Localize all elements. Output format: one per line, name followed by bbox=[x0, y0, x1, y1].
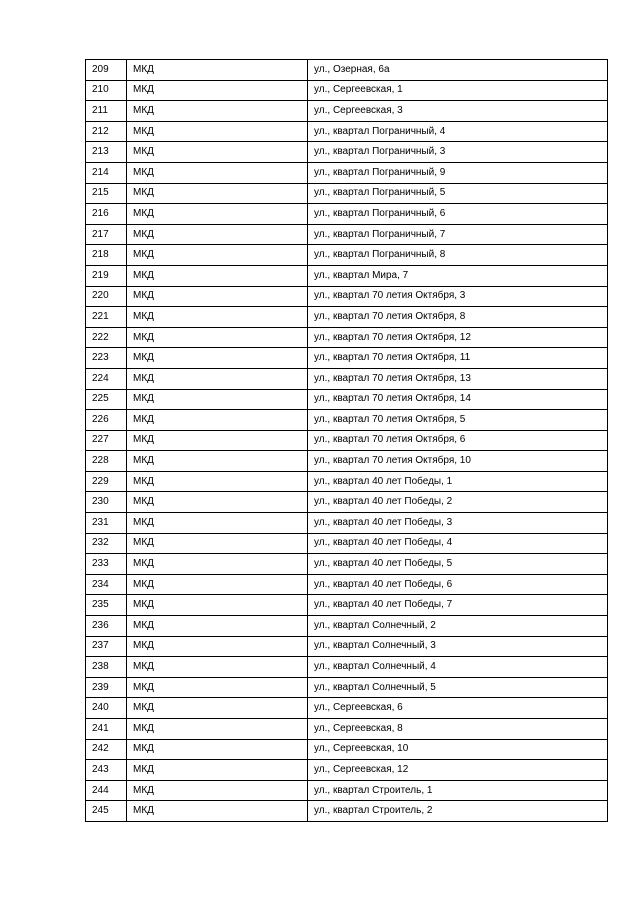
table-row bbox=[86, 492, 608, 513]
table-row bbox=[86, 533, 608, 554]
cell-number: 232 bbox=[86, 533, 127, 554]
cell-address: ул., квартал Солнечный, 4 bbox=[308, 657, 608, 678]
cell-type: МКД bbox=[127, 204, 308, 225]
table-row bbox=[86, 121, 608, 142]
cell-number: 227 bbox=[86, 430, 127, 451]
cell-address: ул., квартал 70 летия Октября, 12 bbox=[308, 327, 608, 348]
cell-type: МКД bbox=[127, 554, 308, 575]
cell-number: 217 bbox=[86, 224, 127, 245]
table-row bbox=[86, 677, 608, 698]
table-row bbox=[86, 410, 608, 431]
cell-address: ул., квартал Пограничный, 7 bbox=[308, 224, 608, 245]
cell-type: МКД bbox=[127, 451, 308, 472]
table-row bbox=[86, 162, 608, 183]
cell-type: МКД bbox=[127, 368, 308, 389]
cell-number: 222 bbox=[86, 327, 127, 348]
cell-address: ул., квартал Мира, 7 bbox=[308, 265, 608, 286]
cell-type: МКД bbox=[127, 307, 308, 328]
cell-number: 230 bbox=[86, 492, 127, 513]
table-row bbox=[86, 142, 608, 163]
cell-address: ул., квартал 40 лет Победы, 5 bbox=[308, 554, 608, 575]
table-row bbox=[86, 183, 608, 204]
cell-number: 209 bbox=[86, 60, 127, 81]
cell-type: МКД bbox=[127, 636, 308, 657]
table-row bbox=[86, 307, 608, 328]
cell-type: МКД bbox=[127, 801, 308, 822]
cell-number: 225 bbox=[86, 389, 127, 410]
cell-type: МКД bbox=[127, 80, 308, 101]
cell-type: МКД bbox=[127, 698, 308, 719]
cell-type: МКД bbox=[127, 492, 308, 513]
cell-address: ул., Сергеевская, 6 bbox=[308, 698, 608, 719]
cell-address: ул., квартал Пограничный, 9 bbox=[308, 162, 608, 183]
table-row bbox=[86, 224, 608, 245]
cell-type: МКД bbox=[127, 719, 308, 740]
cell-type: МКД bbox=[127, 595, 308, 616]
cell-type: МКД bbox=[127, 60, 308, 81]
cell-address: ул., квартал 40 лет Победы, 3 bbox=[308, 513, 608, 534]
table-row bbox=[86, 368, 608, 389]
cell-address: ул., квартал Строитель, 1 bbox=[308, 780, 608, 801]
cell-type: МКД bbox=[127, 183, 308, 204]
cell-address: ул., Сергеевская, 12 bbox=[308, 760, 608, 781]
table-row bbox=[86, 101, 608, 122]
table-row bbox=[86, 451, 608, 472]
cell-number: 224 bbox=[86, 368, 127, 389]
cell-number: 234 bbox=[86, 574, 127, 595]
cell-type: МКД bbox=[127, 101, 308, 122]
cell-address: ул., квартал 40 лет Победы, 1 bbox=[308, 471, 608, 492]
cell-number: 214 bbox=[86, 162, 127, 183]
cell-address: ул., квартал 70 летия Октября, 5 bbox=[308, 410, 608, 431]
cell-address: ул., квартал 40 лет Победы, 4 bbox=[308, 533, 608, 554]
cell-type: МКД bbox=[127, 780, 308, 801]
table-row bbox=[86, 204, 608, 225]
cell-type: МКД bbox=[127, 327, 308, 348]
table-row bbox=[86, 698, 608, 719]
table-row bbox=[86, 636, 608, 657]
table-row bbox=[86, 739, 608, 760]
cell-address: ул., квартал Солнечный, 3 bbox=[308, 636, 608, 657]
cell-number: 236 bbox=[86, 616, 127, 637]
cell-address: ул., квартал Солнечный, 5 bbox=[308, 677, 608, 698]
cell-type: МКД bbox=[127, 760, 308, 781]
table-row bbox=[86, 801, 608, 822]
cell-type: МКД bbox=[127, 286, 308, 307]
cell-number: 211 bbox=[86, 101, 127, 122]
cell-address: ул., квартал Строитель, 2 bbox=[308, 801, 608, 822]
cell-number: 237 bbox=[86, 636, 127, 657]
cell-number: 212 bbox=[86, 121, 127, 142]
cell-number: 220 bbox=[86, 286, 127, 307]
cell-address: ул., Сергеевская, 3 bbox=[308, 101, 608, 122]
cell-address: ул., квартал 70 летия Октября, 11 bbox=[308, 348, 608, 369]
cell-address: ул., Сергеевская, 8 bbox=[308, 719, 608, 740]
cell-number: 219 bbox=[86, 265, 127, 286]
cell-type: МКД bbox=[127, 265, 308, 286]
table-row bbox=[86, 60, 608, 81]
address-table-body bbox=[86, 60, 608, 822]
cell-number: 231 bbox=[86, 513, 127, 534]
cell-type: МКД bbox=[127, 389, 308, 410]
cell-number: 244 bbox=[86, 780, 127, 801]
cell-type: МКД bbox=[127, 513, 308, 534]
cell-number: 229 bbox=[86, 471, 127, 492]
cell-type: МКД bbox=[127, 616, 308, 637]
cell-address: ул., квартал 40 лет Победы, 6 bbox=[308, 574, 608, 595]
cell-address: ул., квартал 70 летия Октября, 6 bbox=[308, 430, 608, 451]
table-row bbox=[86, 286, 608, 307]
table-row bbox=[86, 245, 608, 266]
table-row bbox=[86, 595, 608, 616]
cell-address: ул., квартал Пограничный, 4 bbox=[308, 121, 608, 142]
cell-number: 221 bbox=[86, 307, 127, 328]
cell-type: МКД bbox=[127, 430, 308, 451]
cell-number: 216 bbox=[86, 204, 127, 225]
cell-address: ул., квартал Пограничный, 6 bbox=[308, 204, 608, 225]
table-row bbox=[86, 80, 608, 101]
cell-number: 215 bbox=[86, 183, 127, 204]
cell-number: 243 bbox=[86, 760, 127, 781]
cell-address: ул., квартал 70 летия Октября, 8 bbox=[308, 307, 608, 328]
cell-address: ул., квартал 40 лет Победы, 2 bbox=[308, 492, 608, 513]
cell-type: МКД bbox=[127, 142, 308, 163]
table-row bbox=[86, 616, 608, 637]
cell-number: 240 bbox=[86, 698, 127, 719]
cell-number: 239 bbox=[86, 677, 127, 698]
cell-number: 238 bbox=[86, 657, 127, 678]
cell-number: 228 bbox=[86, 451, 127, 472]
cell-type: МКД bbox=[127, 121, 308, 142]
table-row bbox=[86, 348, 608, 369]
cell-number: 241 bbox=[86, 719, 127, 740]
cell-address: ул., квартал 70 летия Октября, 13 bbox=[308, 368, 608, 389]
address-table bbox=[85, 59, 608, 822]
cell-address: ул., квартал Пограничный, 8 bbox=[308, 245, 608, 266]
cell-type: МКД bbox=[127, 245, 308, 266]
cell-address: ул., квартал 70 летия Октября, 10 bbox=[308, 451, 608, 472]
cell-address: ул., Сергеевская, 10 bbox=[308, 739, 608, 760]
cell-number: 242 bbox=[86, 739, 127, 760]
cell-type: МКД bbox=[127, 574, 308, 595]
table-row bbox=[86, 327, 608, 348]
cell-address: ул., квартал 40 лет Победы, 7 bbox=[308, 595, 608, 616]
cell-type: МКД bbox=[127, 533, 308, 554]
cell-type: МКД bbox=[127, 471, 308, 492]
cell-type: МКД bbox=[127, 348, 308, 369]
cell-address: ул., квартал 70 летия Октября, 14 bbox=[308, 389, 608, 410]
cell-address: ул., квартал Пограничный, 3 bbox=[308, 142, 608, 163]
cell-number: 245 bbox=[86, 801, 127, 822]
table-row bbox=[86, 554, 608, 575]
cell-address: ул., квартал Пограничный, 5 bbox=[308, 183, 608, 204]
table-row bbox=[86, 780, 608, 801]
cell-number: 235 bbox=[86, 595, 127, 616]
table-row bbox=[86, 430, 608, 451]
table-row bbox=[86, 719, 608, 740]
cell-number: 210 bbox=[86, 80, 127, 101]
cell-number: 213 bbox=[86, 142, 127, 163]
cell-address: ул., квартал Солнечный, 2 bbox=[308, 616, 608, 637]
cell-number: 223 bbox=[86, 348, 127, 369]
cell-number: 218 bbox=[86, 245, 127, 266]
cell-type: МКД bbox=[127, 224, 308, 245]
cell-address: ул., квартал 70 летия Октября, 3 bbox=[308, 286, 608, 307]
cell-address: ул., Озерная, 6а bbox=[308, 60, 608, 81]
table-row bbox=[86, 574, 608, 595]
table-row bbox=[86, 471, 608, 492]
cell-type: МКД bbox=[127, 739, 308, 760]
cell-type: МКД bbox=[127, 410, 308, 431]
table-row bbox=[86, 760, 608, 781]
table-row bbox=[86, 265, 608, 286]
table-row bbox=[86, 513, 608, 534]
cell-type: МКД bbox=[127, 677, 308, 698]
cell-number: 233 bbox=[86, 554, 127, 575]
cell-number: 226 bbox=[86, 410, 127, 431]
table-row bbox=[86, 657, 608, 678]
cell-type: МКД bbox=[127, 162, 308, 183]
table-row bbox=[86, 389, 608, 410]
cell-type: МКД bbox=[127, 657, 308, 678]
cell-address: ул., Сергеевская, 1 bbox=[308, 80, 608, 101]
